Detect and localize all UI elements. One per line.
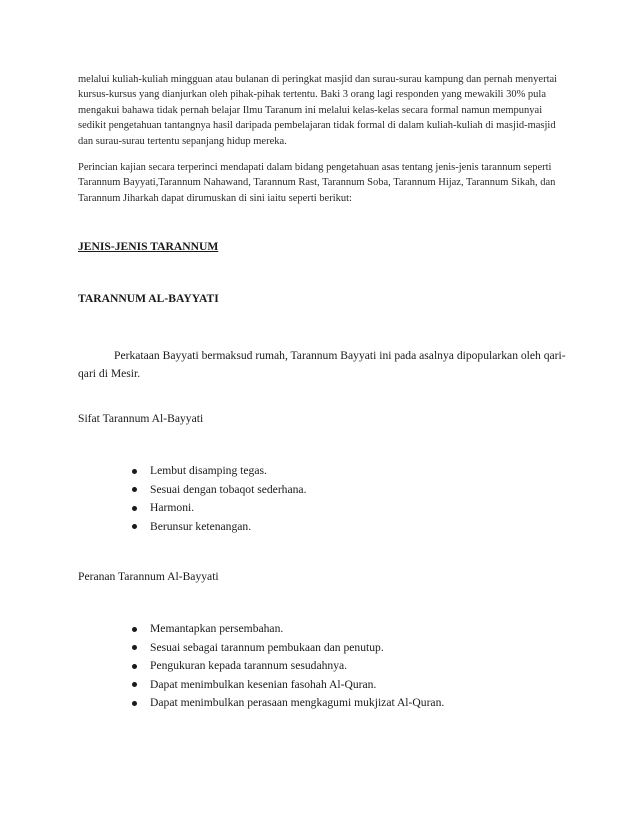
bullet-icon bbox=[132, 487, 137, 492]
sifat-list bbox=[112, 462, 552, 536]
sifat-title: Sifat Tarannum Al-Bayyati bbox=[78, 412, 204, 425]
list-item: Berunsur ketenangan. bbox=[112, 518, 552, 537]
intro-paragraph: melalui kuliah-kuliah mingguan atau bulanan di peringkat masjid dan surau-surau kampung dan pernah menyertai kursus-kursus yang dianjurkan oleh pihak-pihak tertentu. Baki 3 orang lagi responden yang mewakili 30% pula mengakui bahawa tidak pernah belajar Ilmu Taranum ini melalui kelas-kelas secara formal namun mempunyai sedikit pengetahuan tantangnya hasil daripada pembelajaran tidak formal di dalam kuliah-kuliah di masjid-masjid dan surau-surau tertentu sepanjang hidup mereka. bbox=[78, 74, 558, 147]
bullet-icon bbox=[132, 524, 137, 529]
list-item: Sesuai sebagai tarannum pembukaan dan penutup. bbox=[112, 639, 552, 658]
bullet-icon bbox=[132, 506, 137, 511]
list-item: Lembut disamping tegas. bbox=[112, 462, 552, 481]
bullet-icon bbox=[132, 469, 137, 474]
heading-jenis-tarannum: JENIS-JENIS TARANNUM bbox=[78, 240, 219, 253]
list-item: Dapat menimbulkan perasaan mengkagumi mukjizat Al-Quran. bbox=[112, 694, 552, 713]
bullet-icon bbox=[132, 664, 137, 669]
list-item: Pengukuran kepada tarannum sesudahnya. bbox=[112, 657, 552, 676]
list-item: Dapat menimbulkan kesenian fasohah Al-Quran. bbox=[112, 676, 552, 695]
rincian-paragraph: Perincian kajian secara terperinci mendapati dalam bidang pengetahuan asas tentang jenis-jenis tarannum seperti Tarannum Bayyati,Tarannum Nahawand, Tarannum Rast, Tarannum Soba, Tarannum Hijaz, Tarannum Sikah, dan Tarannum Jiharkah dapat dirumuskan di sini iaitu seperti berikut: bbox=[78, 162, 556, 204]
list-item: Harmoni. bbox=[112, 499, 552, 518]
definition-paragraph: Perkataan Bayyati bermaksud rumah, Tarannum Bayyati ini pada asalnya dipopularkan oleh qari-qari di Mesir. bbox=[78, 349, 566, 380]
peranan-title: Peranan Tarannum Al-Bayyati bbox=[78, 570, 219, 583]
bullet-icon bbox=[132, 682, 137, 687]
peranan-list bbox=[112, 620, 552, 713]
bullet-icon bbox=[132, 627, 137, 632]
list-item: Memantapkan persembahan. bbox=[112, 620, 552, 639]
bullet-icon bbox=[132, 645, 137, 650]
bullet-icon bbox=[132, 701, 137, 706]
list-item: Sesuai dengan tobaqot sederhana. bbox=[112, 481, 552, 500]
heading-tarannum-bayyati: TARANNUM AL-BAYYATI bbox=[78, 292, 219, 305]
